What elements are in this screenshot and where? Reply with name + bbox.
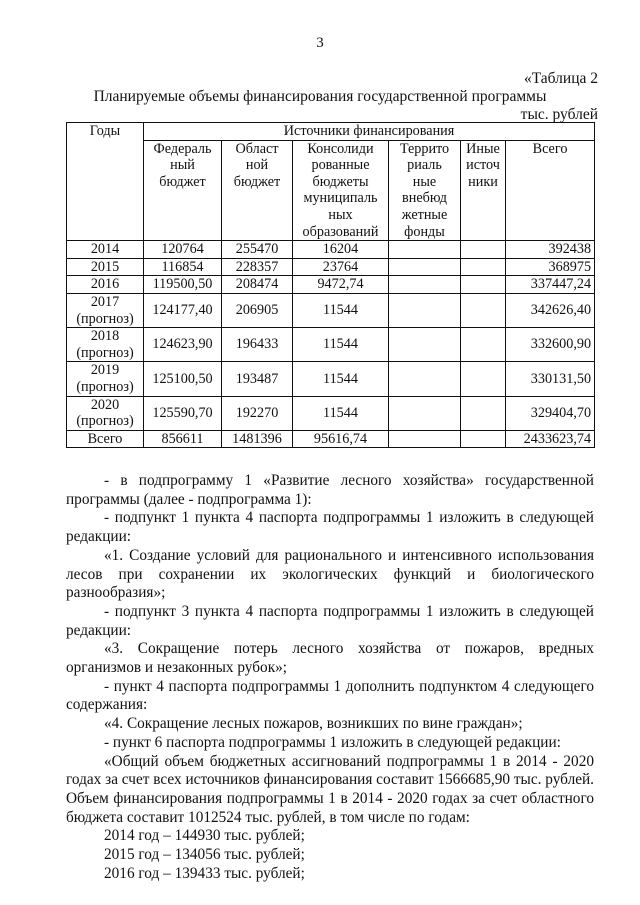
header-line: Иные [466, 140, 500, 157]
header-line: источ [466, 157, 500, 174]
territorial-cell [389, 258, 461, 276]
regional-cell: 208474 [222, 276, 293, 294]
territorial-cell [389, 293, 461, 327]
year-cell [67, 293, 144, 327]
paragraph: - подпункт 1 пункта 4 паспорта подпрограммы 1 изложить в следующей редакции: [66, 509, 594, 546]
paragraph: «Общий объем бюджетных ассигнований подпрограммы 1 в 2014 - 2020 годах за счет всех источников финансирования составит 1566685,90 тыс. рублей. Объем финансирования подпрограммы 1 в 2014 - 2020 годах за счет областного бюджета составит 1012524 тыс. рублей, в том числе по годам: [66, 752, 594, 826]
paragraph: «1. Создание условий для рационального и интенсивного использования лесов при сохранении их экологических функций и биологического разнообразия»; [66, 546, 594, 602]
year-cell: 2015 [67, 258, 144, 276]
header-line: Террито [399, 140, 450, 157]
paragraph: - в подпрограмму 1 «Развитие лесного хозяйства» государственной программы (далее - подпрограмма 1): [66, 472, 594, 508]
table-row [67, 396, 595, 430]
header-total: Всего [506, 140, 595, 241]
municipal-cell: 16204 [293, 241, 389, 259]
federal-cell: 120764 [144, 241, 222, 259]
regional-cell: 228357 [222, 258, 293, 276]
total-regional: 1481396 [222, 430, 293, 448]
paragraph: - пункт 4 паспорта подпрограммы 1 дополнить подпунктом 4 следующего содержания: [66, 677, 594, 714]
paragraph: 2014 год – 144930 тыс. рублей; [104, 827, 305, 845]
table-row [67, 276, 595, 294]
header-line: Федераль [153, 140, 212, 157]
paragraph: «4. Сокращение лесных пожаров, возникших по вине граждан»; [104, 715, 523, 733]
regional-cell: 192270 [222, 396, 293, 430]
header-line: образований [302, 223, 379, 240]
total-sum: 2433623,74 [506, 430, 595, 448]
table-body [67, 241, 595, 431]
header-federal [144, 140, 222, 241]
municipal-cell: 11544 [293, 396, 389, 430]
year-label: 2020 [90, 396, 120, 413]
header-line: бюджет [159, 173, 206, 190]
year-label: 2018 [90, 328, 120, 345]
federal-cell: 119500,50 [144, 276, 222, 294]
table-row [67, 362, 595, 396]
total-row [67, 430, 595, 448]
year-label: 2017 [90, 293, 120, 310]
table-row [67, 293, 595, 327]
paragraph: «3. Сокращение потерь лесного хозяйства от пожаров, вредных организмов и незаконных рубок»; [66, 640, 594, 677]
table-units: тыс. рублей [520, 106, 598, 123]
header-line: ных [328, 206, 353, 223]
territorial-cell [389, 362, 461, 396]
header-line: бюджеты [312, 173, 369, 190]
header-line: муниципаль [303, 190, 378, 207]
forecast-note: (прогноз) [76, 378, 134, 395]
forecast-note: (прогноз) [76, 310, 134, 327]
federal-cell: 125100,50 [144, 362, 222, 396]
other-cell [461, 362, 506, 396]
municipal-cell: 11544 [293, 362, 389, 396]
other-cell [461, 258, 506, 276]
paragraph: 2015 год – 134056 тыс. рублей; [104, 846, 305, 864]
total-federal: 856611 [144, 430, 222, 448]
year-cell [67, 396, 144, 430]
table-title: Планируемые объемы финансирования государственной программы [93, 88, 547, 105]
territorial-cell [389, 276, 461, 294]
header-line: фонды [404, 223, 445, 240]
header-regional [222, 140, 293, 241]
federal-cell: 125590,70 [144, 396, 222, 430]
regional-cell: 193487 [222, 362, 293, 396]
financing-table [66, 122, 595, 448]
total-other [461, 430, 506, 448]
header-line: Област [235, 140, 279, 157]
year-cell [67, 362, 144, 396]
municipal-cell: 11544 [293, 328, 389, 362]
territorial-cell [389, 396, 461, 430]
total-cell: 330131,50 [506, 362, 595, 396]
year-cell [67, 328, 144, 362]
other-cell [461, 293, 506, 327]
header-municipal [293, 140, 389, 241]
total-cell: 329404,70 [506, 396, 595, 430]
page-number: 3 [316, 35, 324, 51]
total-cell: 337447,24 [506, 276, 595, 294]
year-cell: 2014 [67, 241, 144, 259]
total-label: Всего [67, 430, 144, 448]
other-cell [461, 241, 506, 259]
header-years: Годы [67, 123, 144, 241]
federal-cell: 124623,90 [144, 328, 222, 362]
header-line: ный [170, 157, 195, 174]
total-municipal: 95616,74 [293, 430, 389, 448]
paragraph: 2016 год – 139433 тыс. рублей; [104, 864, 305, 882]
paragraph: - подпункт 3 пункта 4 паспорта подпрограммы 1 изложить в следующей редакции: [66, 602, 594, 639]
header-line: риаль [407, 157, 442, 174]
total-territorial [389, 430, 461, 448]
header-line: внебюд [402, 190, 447, 207]
total-cell: 392438 [506, 241, 595, 259]
table-row [67, 258, 595, 276]
total-cell: 368975 [506, 258, 595, 276]
regional-cell: 255470 [222, 241, 293, 259]
header-line: ные [412, 173, 437, 190]
paragraph: - пункт 6 паспорта подпрограммы 1 изложить в следующей редакции: [104, 733, 561, 751]
other-cell [461, 328, 506, 362]
header-other [461, 140, 506, 241]
municipal-cell: 11544 [293, 293, 389, 327]
municipal-cell: 23764 [293, 258, 389, 276]
federal-cell: 116854 [144, 258, 222, 276]
total-cell: 332600,90 [506, 328, 595, 362]
header-line: ники [468, 173, 498, 190]
header-line: жетные [401, 206, 448, 223]
municipal-cell: 9472,74 [293, 276, 389, 294]
other-cell [461, 276, 506, 294]
header-line: рованные [311, 157, 370, 174]
body-text [66, 472, 594, 883]
table-row [67, 241, 595, 259]
header-line: бюджет [233, 173, 281, 190]
forecast-note: (прогноз) [76, 344, 134, 361]
header-sources: Источники финансирования [144, 123, 595, 141]
year-label: 2019 [90, 362, 120, 379]
regional-cell: 196433 [222, 328, 293, 362]
total-cell: 342626,40 [506, 293, 595, 327]
table-row [67, 328, 595, 362]
header-line: ной [245, 157, 269, 174]
territorial-cell [389, 241, 461, 259]
other-cell [461, 396, 506, 430]
table-label: «Таблица 2 [523, 70, 598, 87]
header-line: Консолиди [307, 140, 374, 157]
year-cell: 2016 [67, 276, 144, 294]
regional-cell: 206905 [222, 293, 293, 327]
header-territorial [389, 140, 461, 241]
federal-cell: 124177,40 [144, 293, 222, 327]
forecast-note: (прогноз) [76, 413, 134, 430]
territorial-cell [389, 328, 461, 362]
